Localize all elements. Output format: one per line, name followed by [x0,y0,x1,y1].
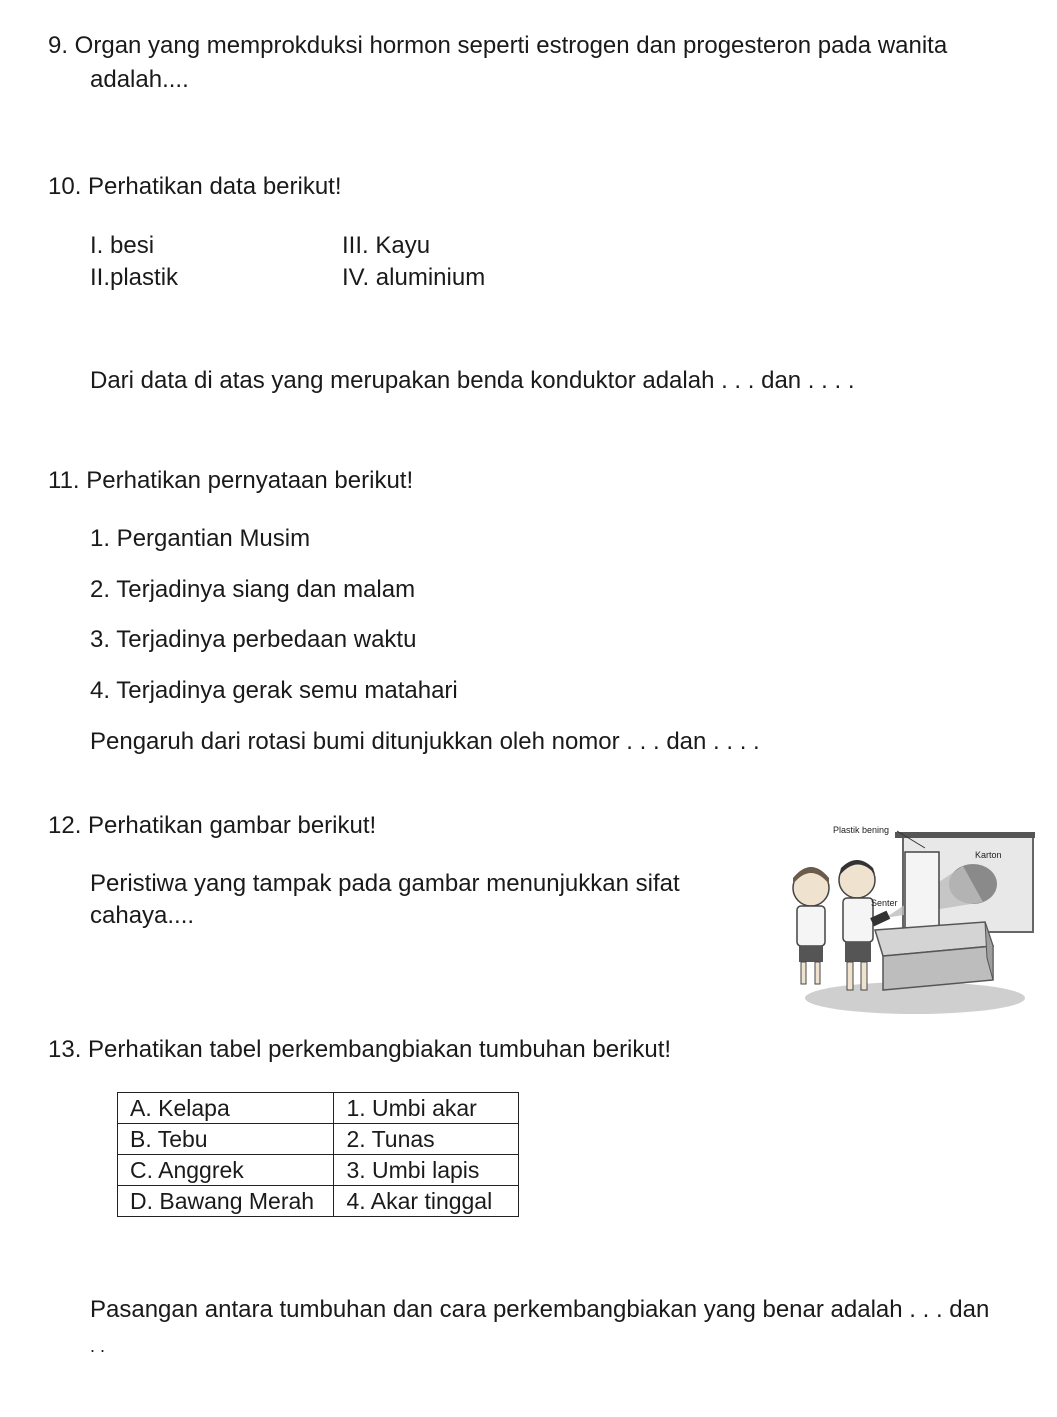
table-cell-method: 3. Umbi lapis [334,1155,519,1186]
table-row [118,1093,519,1124]
table-row [118,1155,519,1186]
q9-line1: 9. Organ yang memprokduksi hormon seperti estrogen dan progesteron pada wanita [48,32,948,59]
table-row [118,1186,519,1217]
boy-leg-left [847,962,853,990]
q13-question: Pasangan antara tumbuhan dan cara perkembangbiakan yang benar adalah . . . dan [90,1296,990,1323]
boy-leg-right [861,962,867,990]
q10-item-1: I. besi [90,232,155,259]
table-cell-method: 2. Tunas [334,1124,519,1155]
q13-title: 13. Perhatikan tabel perkembangbiakan tumbuhan berikut! [48,1036,672,1063]
boy-body [843,898,873,942]
label-karton: Karton [975,850,1002,860]
table-cell-method: 4. Akar tinggal [334,1186,519,1217]
plastik-bening [905,852,939,928]
label-senter: Senter [871,898,898,908]
q12-line2: cahaya.... [90,902,195,929]
girl-leg-left [801,962,806,984]
q13-question-cont: . . [90,1336,106,1356]
q10-item-4: IV. aluminium [342,264,486,291]
girl-body [797,906,825,946]
q10-item-2: II.plastik [90,264,179,291]
q12-line1: Peristiwa yang tampak pada gambar menunjukkan sifat [90,870,680,897]
label-plastik: Plastik bening [833,825,890,835]
karton-top-bar [895,832,1035,838]
q11-item-2: 2. Terjadinya siang dan malam [90,576,416,603]
q10-item-3: III. Kayu [342,232,431,259]
girl-leg-right [815,962,820,984]
table-cell-plant: B. Tebu [118,1124,334,1155]
q10-question: Dari data di atas yang merupakan benda konduktor adalah . . . dan . . . . [90,367,855,394]
girl-skirt [799,946,823,962]
breeding-table [117,1092,519,1217]
q11-item-1: 1. Pergantian Musim [90,525,311,552]
table-cell-plant: D. Bawang Merah [118,1186,334,1217]
table-cell-plant: A. Kelapa [118,1093,334,1124]
table-cell-method: 1. Umbi akar [334,1093,519,1124]
q12-title: 12. Perhatikan gambar berikut! [48,812,377,839]
table-cell-plant: C. Anggrek [118,1155,334,1186]
table-row [118,1124,519,1155]
q9-line2: adalah.... [90,66,189,93]
q11-title: 11. Perhatikan pernyataan berikut! [48,467,414,494]
q10-title: 10. Perhatikan data berikut! [48,173,342,200]
light-experiment-figure [775,818,1057,1018]
q11-item-3: 3. Terjadinya perbedaan waktu [90,626,417,653]
boy-shorts [845,942,871,962]
q11-question: Pengaruh dari rotasi bumi ditunjukkan oleh nomor . . . dan . . . . [90,728,760,755]
q11-item-4: 4. Terjadinya gerak semu matahari [90,677,458,704]
